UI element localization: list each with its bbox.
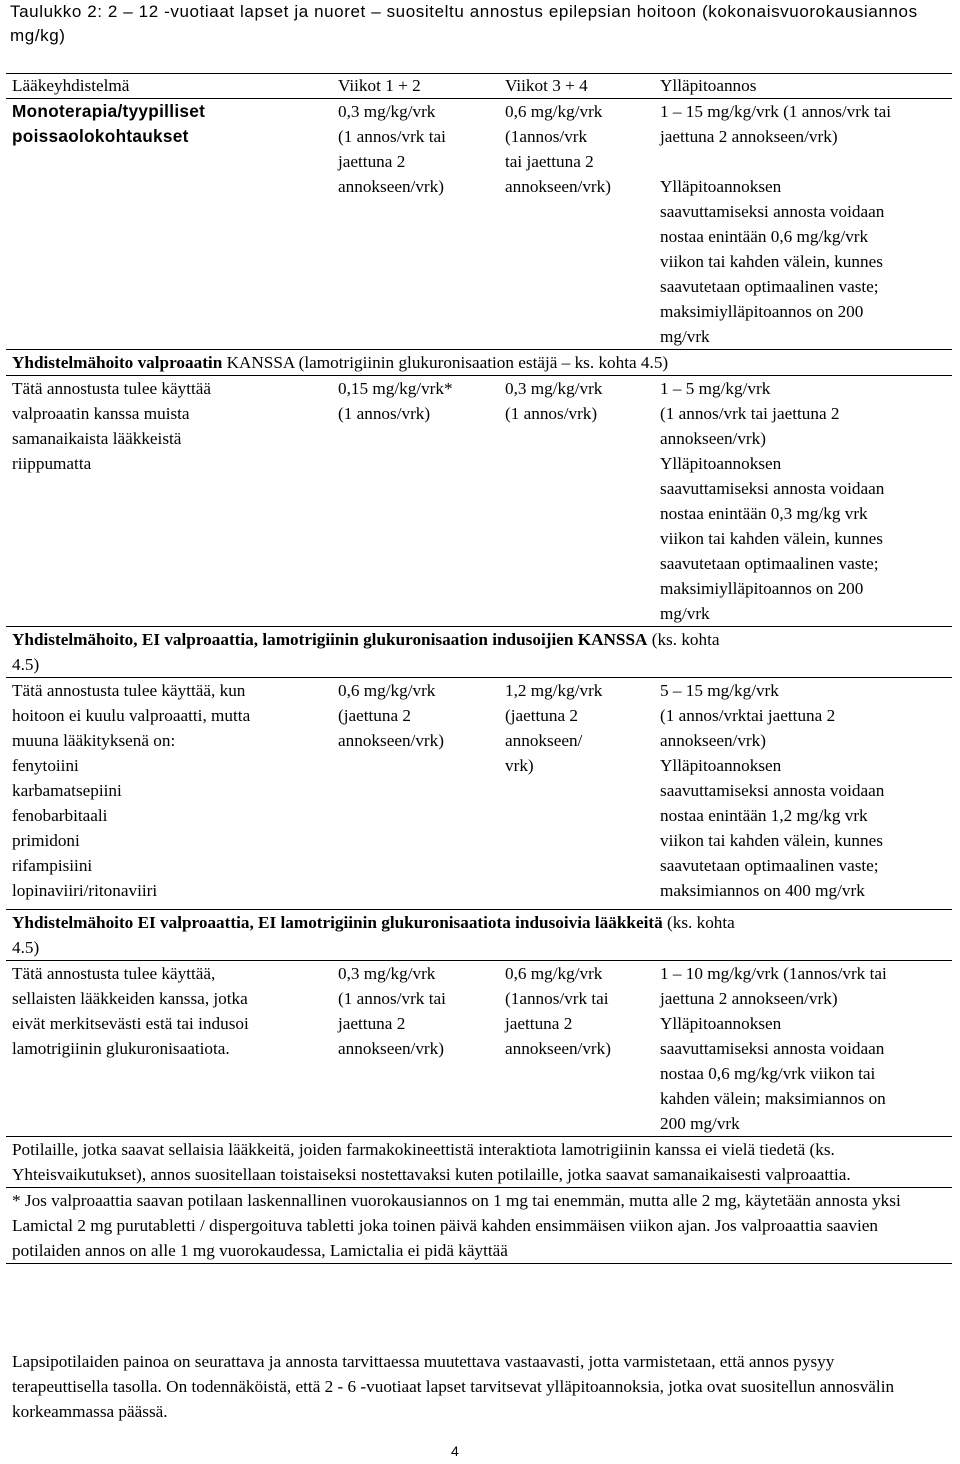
table-caption: Taulukko 2: 2 – 12 -vuotiaat lapset ja nuoret – suositeltu annostus epilepsian hoitoon (kokonaisvuorokausiannos mg/kg) <box>10 2 918 45</box>
section-heading-valproate <box>6 350 952 376</box>
weeks-1-2-cell: 0,6 mg/kg/vrk (jaettuna 2 annokseen/vrk) <box>338 681 444 750</box>
section-heading-no-inducers <box>6 910 952 961</box>
interaction-note: Potilaille, jotka saavat sellaisia lääkkeitä, joiden farmakokineettistä interaktiota lamotrigiinin kanssa ei vielä tiedetä (ks. Yhteisvaikutukset), annos suositellaan toistaiseksi nostettavaksi kuten potilaille, jotka saavat samanaikaisesti valproaattia. <box>6 1137 952 1188</box>
note-row <box>6 1188 952 1264</box>
section-rest: (ks. kohta 4.5) <box>12 913 735 957</box>
footer-paragraph: Lapsipotilaiden painoa on seurattava ja annosta tarvittaessa muutettava vastaavasti, jotta varmistetaan, että annos pysyy terapeuttisella tasolla. On todennäköistä, että 2 - 6 -vuotiaat lapset tarvitsevat ylläpitoannoksia, jotka ovat suositellun annosvälin korkeammassa päässä. <box>12 1352 895 1421</box>
weeks-3-4-cell: 0,3 mg/kg/vrk (1 annos/vrk) <box>505 379 603 423</box>
header-maintenance: Ylläpitoannos <box>654 74 952 99</box>
header-drug-combination: Lääkeyhdistelmä <box>6 74 332 99</box>
page-number: 4 <box>451 1443 459 1459</box>
section-bold: Yhdistelmähoito valproaatin <box>12 353 223 372</box>
weeks-1-2-cell: 0,3 mg/kg/vrk (1 annos/vrk tai jaettuna 2 annokseen/vrk) <box>338 102 446 196</box>
section-bold: Yhdistelmähoito EI valproaattia, EI lamotrigiinin glukuronisaatiota indusoivia lääkkeitä <box>12 913 663 932</box>
weeks-1-2-cell: 0,15 mg/kg/vrk* (1 annos/vrk) <box>338 379 453 423</box>
section-heading-inducers <box>6 627 952 678</box>
maintenance-cell: 1 – 5 mg/kg/vrk (1 annos/vrk tai jaettuna 2 annokseen/vrk) Ylläpitoannoksen saavuttamiseksi annosta voidaan nostaa enintään 0,3 mg/kg vrk viikon tai kahden välein, kunnes saavutetaan optimaalinen vaste; maksimiylläpitoannos on 200 mg/vrk <box>660 379 885 623</box>
drug-cell: Tätä annostusta tulee käyttää, sellaisten lääkkeiden kanssa, jotka eivät merkitsevästi estä tai indusoi lamotrigiinin glukuronisaatiota. <box>6 961 332 1137</box>
drug-cell: Tätä annostusta tulee käyttää valproaatin kanssa muista samanaikaista lääkkeistä riippumatta <box>12 379 212 473</box>
header-weeks-1-2: Viikot 1 + 2 <box>332 74 499 99</box>
header-row <box>6 74 952 99</box>
weeks-3-4-cell: 1,2 mg/kg/vrk (jaettuna 2 annokseen/ vrk) <box>505 681 603 775</box>
header-weeks-3-4: Viikot 3 + 4 <box>499 74 654 99</box>
drug-cell: Tätä annostusta tulee käyttää, kun hoitoon ei kuulu valproaatti, mutta muuna lääkityksenä on: fenytoiini karbamatsepiini fenobarbitaali primidoni rifampisiini lopinaviiri/ritonaviiri <box>12 681 251 900</box>
weeks-3-4-cell: 0,6 mg/kg/vrk (1annos/vrk tai jaettuna 2 annokseen/vrk) <box>505 102 611 196</box>
maintenance-cell: 1 – 15 mg/kg/vrk (1 annos/vrk tai jaettuna 2 annokseen/vrk) Ylläpitoannoksen saavuttamiseksi annosta voidaan nostaa enintään 0,6 mg/kg/vrk viikon tai kahden välein, kunnes saavutetaan optimaalinen vaste; maksimiylläpitoannos on 200 mg/vrk <box>660 102 892 346</box>
table-row <box>6 99 952 350</box>
footnote-asterisk: * Jos valproaattia saavan potilaan laskennallinen vuorokausiannos on 1 mg tai enemmän, mutta alle 2 mg, käytetään annosta yksi Lamictal 2 mg purutabletti / dispergoituva tabletti joka toinen päivä kahden ensimmäisen viikon ajan. Jos valproaattia saavien potilaiden annos on alle 1 mg vuorokaudessa, Lamictalia ei pidä käyttää <box>6 1188 952 1264</box>
section-bold: Yhdistelmähoito, EI valproaattia, lamotrigiinin glukuronisaation indusoijien KANSSA <box>12 630 648 649</box>
table-row <box>6 376 952 627</box>
maintenance-cell: 5 – 15 mg/kg/vrk (1 annos/vrktai jaettuna 2 annokseen/vrk) Ylläpitoannoksen saavuttamiseksi annosta voidaan nostaa enintään 1,2 mg/kg vrk viikon tai kahden välein, kunnes saavutetaan optimaalinen vaste; maksimiannos on 400 mg/vrk <box>660 681 885 900</box>
weeks-3-4-cell: 0,6 mg/kg/vrk (1annos/vrk tai jaettuna 2 annokseen/vrk) <box>499 961 654 1137</box>
note-row <box>6 1137 952 1188</box>
section-rest: (ks. kohta 4.5) <box>12 630 720 674</box>
section-rest: KANSSA (lamotrigiinin glukuronisaation estäjä – ks. kohta 4.5) <box>222 353 669 372</box>
weeks-1-2-cell: 0,3 mg/kg/vrk (1 annos/vrk tai jaettuna 2 annokseen/vrk) <box>332 961 499 1137</box>
table-row <box>6 961 952 1137</box>
maintenance-cell: 1 – 10 mg/kg/vrk (1annos/vrk tai jaettuna 2 annokseen/vrk) Ylläpitoannoksen saavuttamiseksi annosta voidaan nostaa 0,6 mg/kg/vrk viikon tai kahden välein; maksimiannos on 200 mg/vrk <box>654 961 952 1137</box>
drug-cell: Monoterapia/tyypilliset poissaolokohtaukset <box>12 101 206 146</box>
table-row <box>6 678 952 904</box>
dosing-table <box>6 73 952 1264</box>
